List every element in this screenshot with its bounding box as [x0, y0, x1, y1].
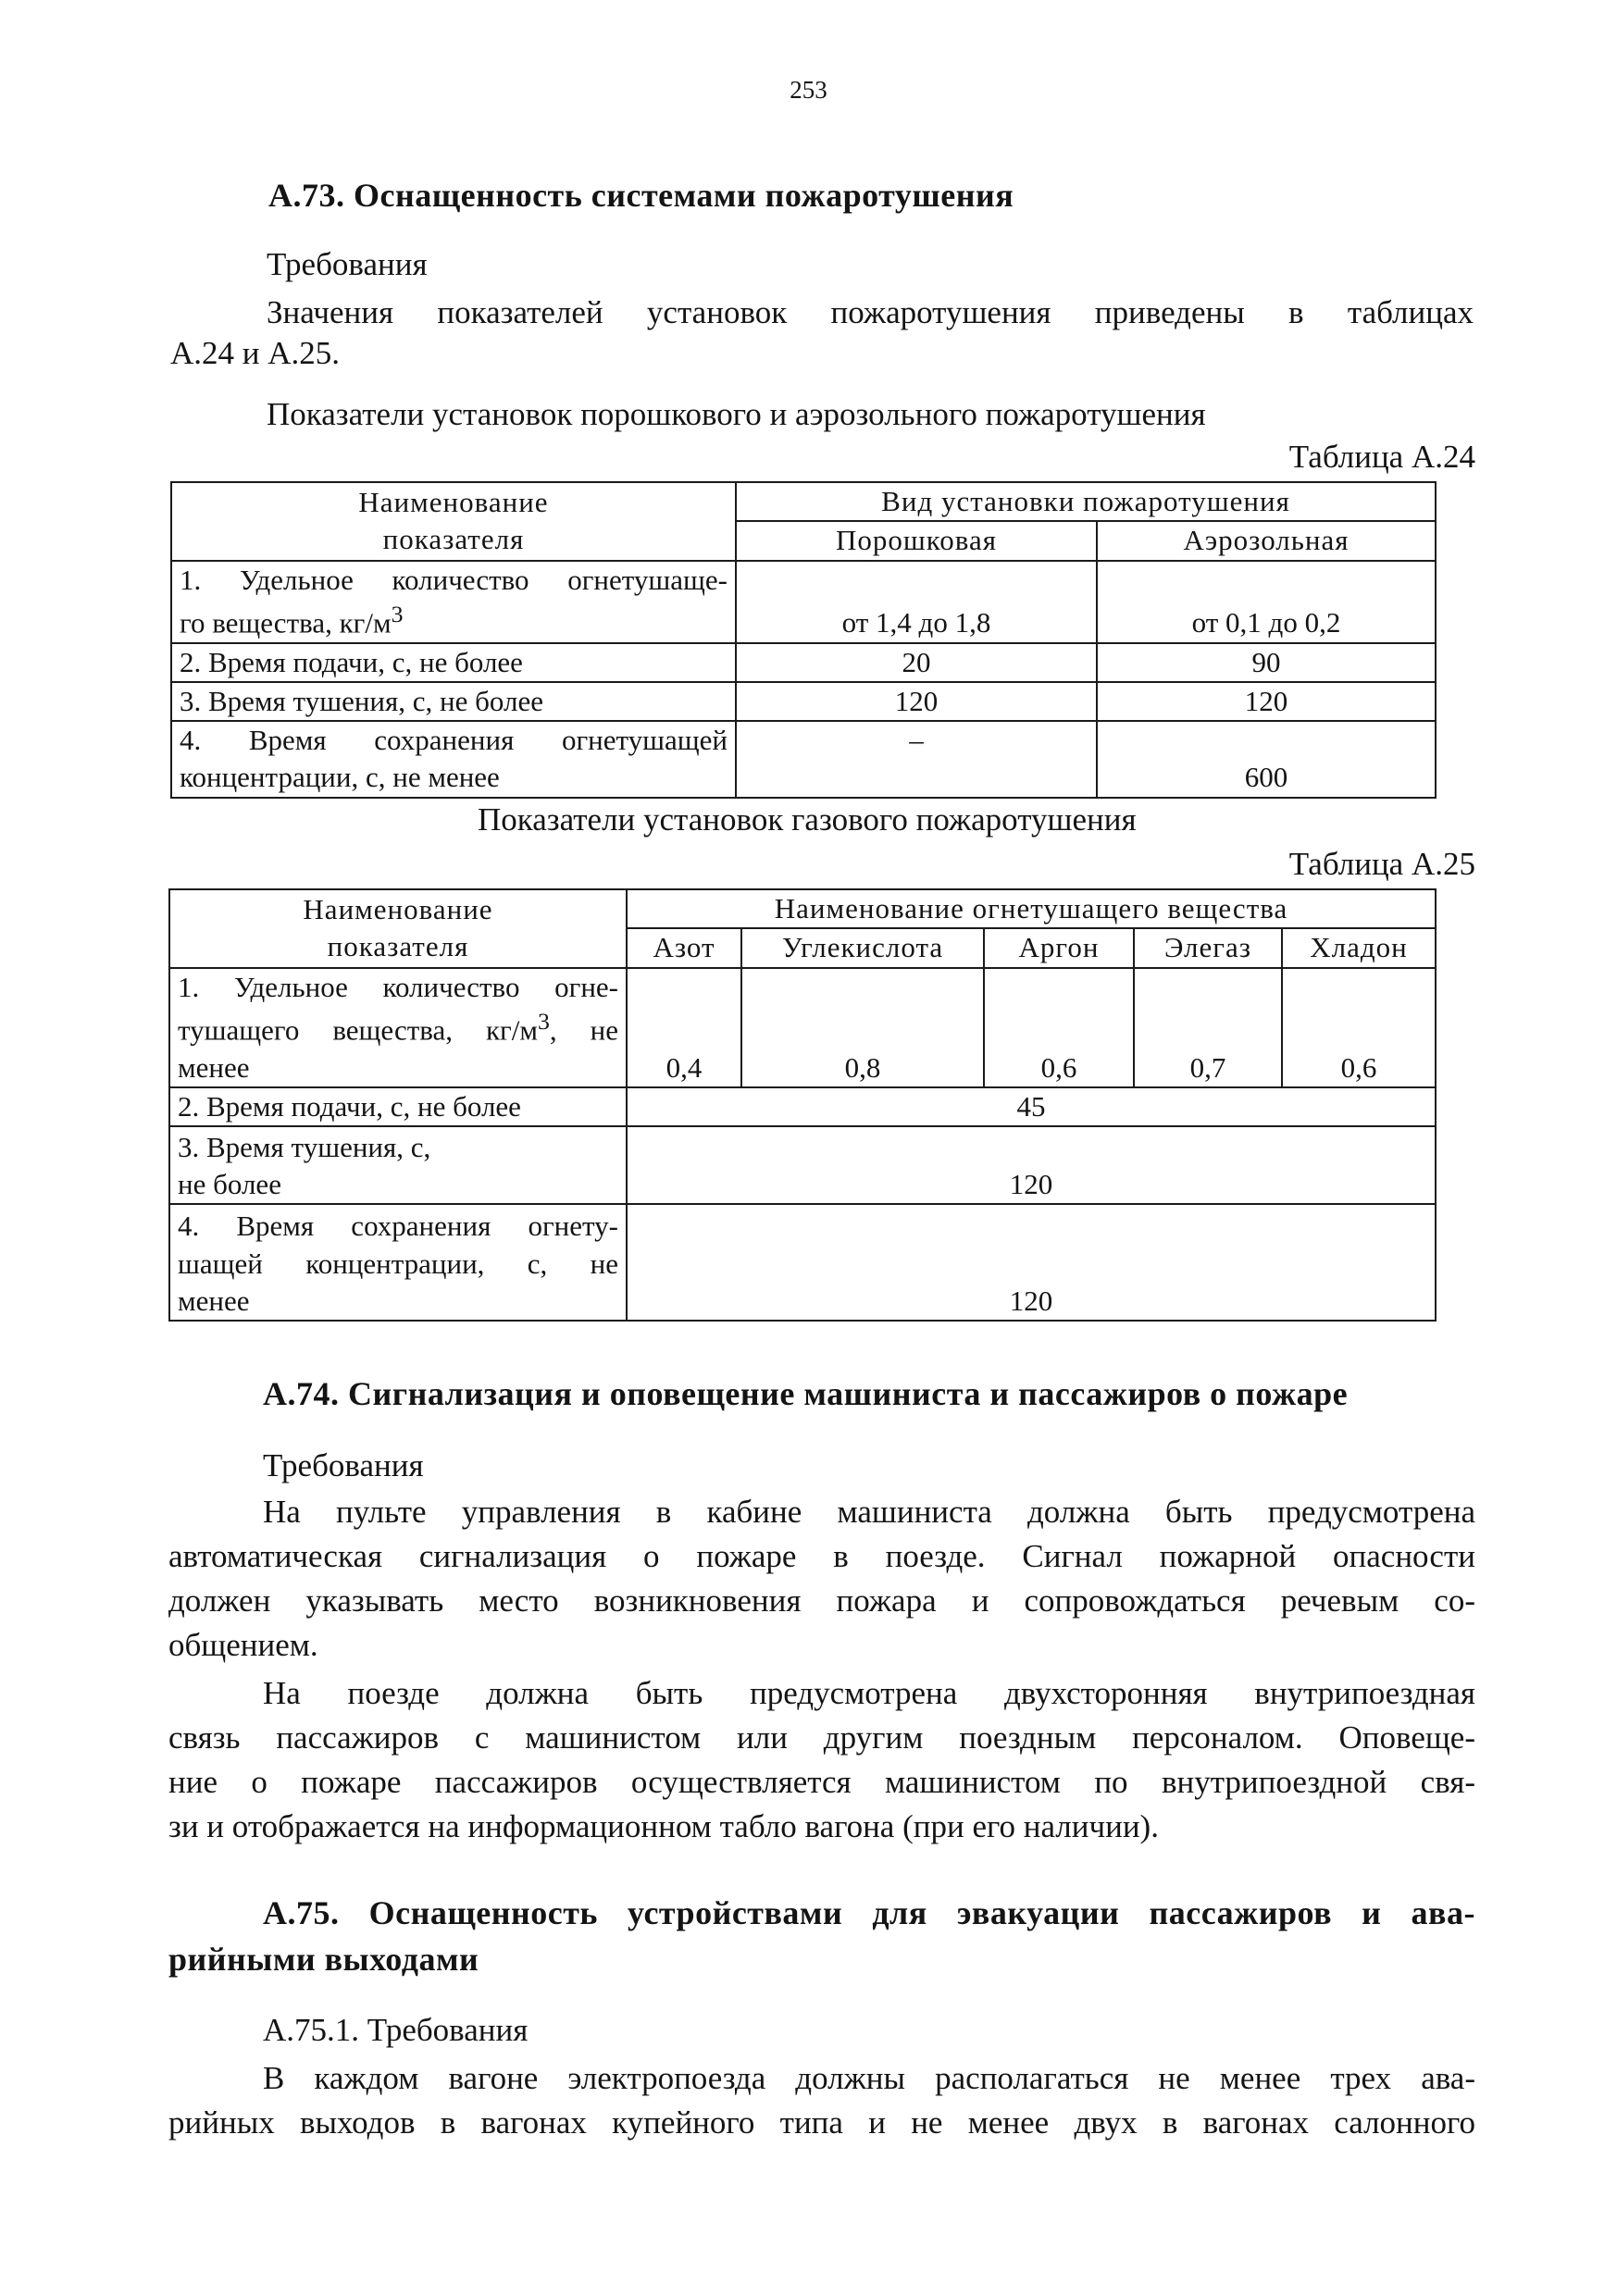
superscript: 3 — [391, 600, 404, 627]
aerosol-value-cell: от 0,1 до 0,2 — [1097, 561, 1436, 643]
row-name-line — [178, 1006, 618, 1049]
section-a74-paragraph-line: автоматическая сигнализация о пожаре в поезде. Сигнал пожарной опасности — [168, 1538, 1475, 1574]
row-name-line: менее — [178, 1284, 250, 1317]
section-a74-requirements: Требования — [263, 1447, 424, 1483]
aerosol-value-cell: 120 — [1097, 682, 1436, 721]
table-row — [169, 1126, 1436, 1204]
row-name-text: го вещества, кг/м — [180, 606, 392, 639]
table-row — [171, 561, 1436, 643]
section-a74-paragraph-line: зи и отображается на информационном табло вагона (при его наличии). — [168, 1808, 1159, 1844]
row-name-line: 4. Время сохранения огнету- — [178, 1210, 618, 1243]
merged-value-cell: 120 — [627, 1204, 1436, 1321]
section-a74-paragraph-line: должен указывать место возникновения пожара и сопровождаться речевым со- — [168, 1582, 1475, 1619]
powder-value-cell: – — [736, 721, 1097, 798]
powder-value-cell: от 1,4 до 1,8 — [736, 561, 1097, 643]
row-name-line: концентрации, с, не менее — [180, 761, 500, 794]
section-a74-paragraph-line: ние о пожаре пассажиров осуществляется машинистом по внутрипоездной свя- — [168, 1764, 1475, 1800]
table-header-row — [171, 482, 1436, 521]
header-name-line: Наименование — [303, 893, 493, 925]
row-name-text: тушащего вещества, кг/м — [178, 1013, 538, 1047]
row-name-line: 1. Удельное количество огнетушаще- — [180, 563, 728, 596]
table-row — [169, 1204, 1436, 1321]
header-name-cell — [171, 482, 736, 561]
section-a73-paragraph-line: А.24 и А.25. — [170, 335, 341, 371]
table-row — [169, 1087, 1436, 1126]
merged-value-cell: 120 — [627, 1126, 1436, 1204]
section-a74-paragraph-line: общением. — [168, 1627, 318, 1663]
page-number: 253 — [790, 76, 827, 104]
table-row — [171, 643, 1436, 682]
agent-value-cell: 0,6 — [1282, 968, 1436, 1087]
header-name-line: Наименование — [358, 486, 549, 518]
aerosol-value-cell: 600 — [1097, 721, 1436, 798]
agent-header-cell: Элегаз — [1134, 928, 1282, 967]
table-header-row — [169, 889, 1436, 928]
section-a75-paragraph-line: В каждом вагоне электропоезда должны располагаться не менее трех ава- — [263, 2060, 1475, 2096]
row-name-cell — [169, 968, 627, 1087]
agent-header-cell: Углекислота — [741, 928, 984, 967]
section-a75-subheading: А.75.1. Требования — [263, 2012, 529, 2048]
section-a75-heading: А.75. Оснащенность устройствами для эвакуации пассажиров и ава- — [263, 1894, 1475, 1931]
row-name-cell — [171, 561, 736, 643]
table-a24-caption: Показатели установок порошкового и аэрозольного пожаротушения — [267, 396, 1206, 432]
table-a24-number: Таблица А.24 — [1288, 439, 1475, 475]
agent-header-cell: Азот — [627, 928, 741, 967]
section-a74-heading: А.74. Сигнализация и оповещение машиниста и пассажиров о пожаре — [263, 1375, 1349, 1412]
powder-value-cell: 20 — [736, 643, 1097, 682]
table-a24 — [170, 481, 1437, 799]
header-powder-cell: Порошковая — [736, 521, 1097, 560]
header-name-line: показателя — [382, 523, 525, 556]
header-name-line: показателя — [327, 930, 469, 963]
row-name-line: 4. Время сохранения огнетушащей — [180, 724, 728, 757]
row-name-line — [180, 599, 728, 642]
header-name-cell — [169, 889, 627, 968]
section-a73-paragraph-line: Значения показателей установок пожаротушения приведены в таблицах — [267, 294, 1474, 330]
agent-value-cell: 0,8 — [741, 968, 984, 1087]
merged-value-cell: 45 — [627, 1087, 1436, 1126]
row-name-line: менее — [178, 1050, 250, 1084]
row-name-line: 3. Время тушения, с, — [178, 1130, 431, 1163]
header-agent-cell: Наименование огнетушащего вещества — [627, 889, 1436, 928]
table-row — [169, 968, 1436, 1087]
row-name-cell — [169, 1204, 627, 1321]
table-row — [171, 682, 1436, 721]
section-a73-requirements: Требования — [267, 246, 428, 282]
table-row — [171, 721, 1436, 798]
row-name-line: 1. Удельное количество огне- — [178, 970, 618, 1003]
section-a75-heading: рийными выходами — [168, 1941, 479, 1978]
row-name-cell: 2. Время подачи, с, не более — [171, 643, 736, 682]
row-name-line: не более — [178, 1167, 281, 1200]
table-a25-caption: Показатели установок газового пожаротушения — [478, 801, 1137, 838]
section-a75-paragraph-line: рийных выходов в вагонах купейного типа и не менее двух в вагонах салонного — [168, 2104, 1475, 2141]
header-aerosol-cell: Аэрозольная — [1097, 521, 1436, 560]
agent-header-cell: Аргон — [984, 928, 1134, 967]
row-name-cell — [171, 721, 736, 798]
section-a74-paragraph-line: связь пассажиров с машинистом или другим поездным персоналом. Оповеще- — [168, 1719, 1475, 1756]
agent-header-cell: Хладон — [1282, 928, 1436, 967]
table-a25-number: Таблица А.25 — [1288, 846, 1475, 882]
row-name-cell: 2. Время подачи, с, не более — [169, 1087, 627, 1126]
section-a74-paragraph-line: На пульте управления в кабине машиниста должна быть предусмотрена — [263, 1494, 1475, 1530]
superscript: 3 — [537, 1007, 550, 1035]
agent-value-cell: 0,7 — [1134, 968, 1282, 1087]
row-name-text: , не — [549, 1013, 618, 1047]
section-a74-paragraph-line: На поезде должна быть предусмотрена двухсторонняя внутрипоездная — [263, 1675, 1475, 1711]
agent-value-cell: 0,6 — [984, 968, 1134, 1087]
table-a25 — [168, 888, 1437, 1322]
row-name-line: шащей концентрации, с, не — [178, 1247, 618, 1280]
row-name-cell — [169, 1126, 627, 1204]
row-name-cell: 3. Время тушения, с, не более — [171, 682, 736, 721]
powder-value-cell: 120 — [736, 682, 1097, 721]
header-type-cell: Вид установки пожаротушения — [736, 482, 1436, 521]
aerosol-value-cell: 90 — [1097, 643, 1436, 682]
agent-value-cell: 0,4 — [627, 968, 741, 1087]
section-a73-heading: А.73. Оснащенность системами пожаротушения — [268, 177, 1014, 214]
